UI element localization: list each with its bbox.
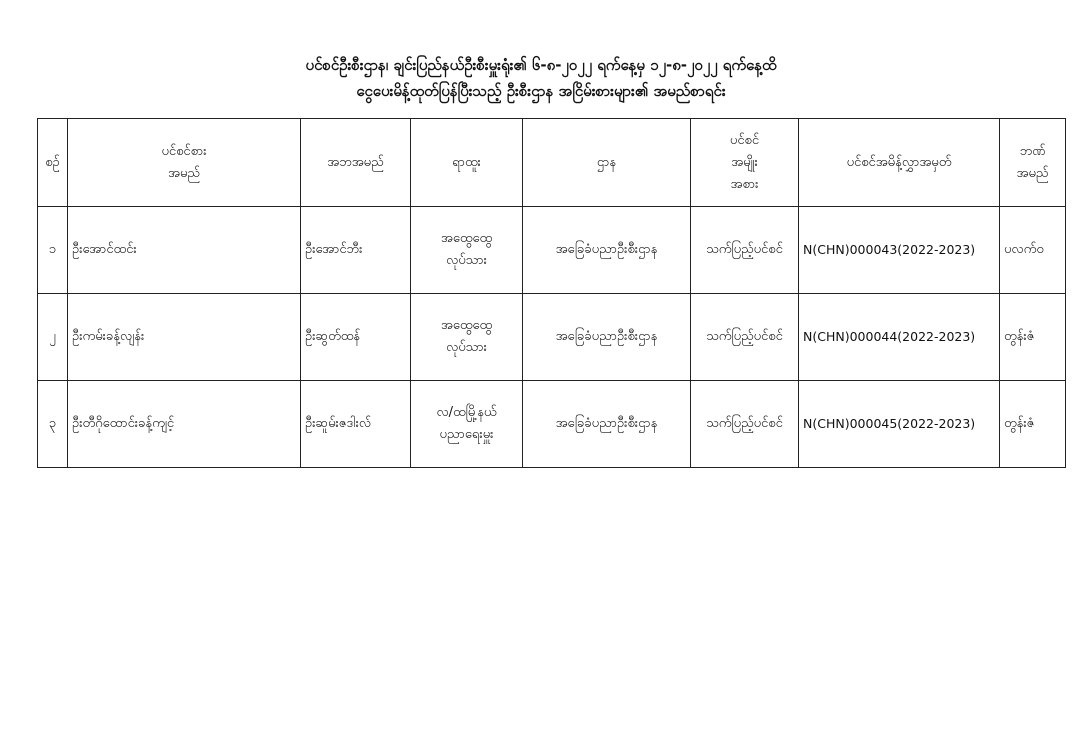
table-row [38, 381, 1066, 468]
table-header-row [38, 119, 1066, 207]
document-subtitle: ငွေပေးမိန့်ထုတ်ပြန်ပြီးသည့် ဦးစီးဌာန အငြိမ်းစားများ၏ အမည်စာရင်း [356, 82, 726, 100]
header-order-no: ပင်စင်အမိန့်လွှာအမှတ် [799, 119, 1000, 207]
header-no: စဉ် [38, 119, 68, 207]
pension-table [37, 118, 1066, 468]
cell-father: ဦးဆူမ်းဇဒါးလ် [301, 381, 411, 468]
cell-father: ဦးအောင်ဘီး [301, 207, 411, 294]
cell-rank: အထွေထွေ လုပ်သား [411, 294, 523, 381]
cell-department: အခြေခံပညာဦးစီးဌာန [523, 381, 691, 468]
cell-bank: တွန်းဇံ [1000, 381, 1066, 468]
header-department: ဌာန [523, 119, 691, 207]
cell-name: ဦးအောင်ထင်း [68, 207, 301, 294]
cell-order-no: N(CHN)000043(2022-2023) [799, 207, 1000, 294]
header-pension-type: ပင်စင် အမျိုး အစား [691, 119, 799, 207]
cell-pension-type: သက်ပြည့်ပင်စင် [691, 381, 799, 468]
cell-rank: လ/ထမြို့နယ် ပညာရေးမှူး [411, 381, 523, 468]
header-rank: ရာထူး [411, 119, 523, 207]
cell-no: ၁ [38, 207, 68, 294]
cell-order-no: N(CHN)000045(2022-2023) [799, 381, 1000, 468]
cell-no: ၂ [38, 294, 68, 381]
cell-no: ၃ [38, 381, 68, 468]
cell-bank: တွန်းဇံ [1000, 294, 1066, 381]
header-pensioner-name: ပင်စင်စား အမည် [68, 119, 301, 207]
cell-name: ဦးတီဂိုထောင်းခန့်ကျင့် [68, 381, 301, 468]
header-bank: ဘဏ် အမည် [1000, 119, 1066, 207]
cell-order-no: N(CHN)000044(2022-2023) [799, 294, 1000, 381]
cell-department: အခြေခံပညာဦးစီးဌာန [523, 207, 691, 294]
cell-bank: ပလက်ဝ [1000, 207, 1066, 294]
cell-pension-type: သက်ပြည့်ပင်စင် [691, 207, 799, 294]
header-father-name: အဘအမည် [301, 119, 411, 207]
cell-rank: အထွေထွေ လုပ်သား [411, 207, 523, 294]
cell-name: ဦးကမ်းခန့်လျန်း [68, 294, 301, 381]
table-row [38, 294, 1066, 381]
cell-pension-type: သက်ပြည့်ပင်စင် [691, 294, 799, 381]
document-title: ပင်စင်ဦးစီးဌာန၊ ချင်းပြည်နယ်ဦးစီးမှူးရုံး၏ ၆-၈-၂၀၂၂ ရက်နေ့မှ ၁၂-၈-၂၀၂၂ ရက်နေ့ထိ [305, 56, 777, 74]
cell-department: အခြေခံပညာဦးစီးဌာန [523, 294, 691, 381]
table-row [38, 207, 1066, 294]
cell-father: ဦးဆွတ်ထန် [301, 294, 411, 381]
